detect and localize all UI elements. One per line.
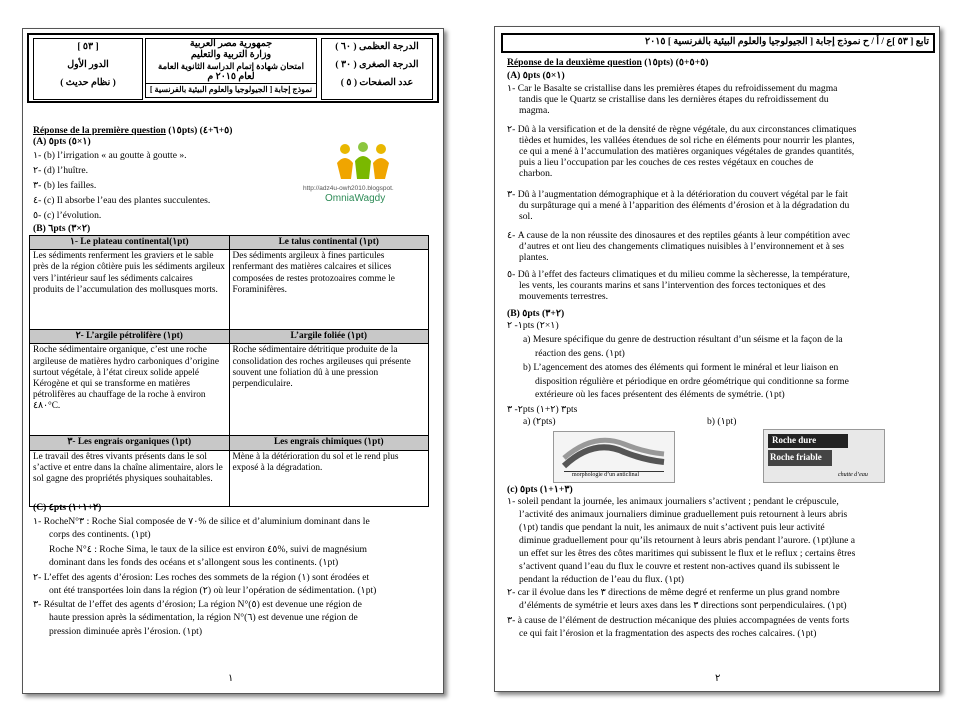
page-number: ١: [228, 673, 234, 684]
q2-points: (١٥pts) (٥+٥+٥): [644, 57, 709, 68]
comparison-table: [29, 235, 429, 507]
q2-c-line: diminue graduellement pour qu’ils retournent à leurs abris pendant l’aurore. (١pt)lune a: [519, 535, 856, 546]
header-subject: نموذج إجابة [ الجيولوجيا والعلوم البيئية بالفرنسية ]: [146, 83, 316, 95]
page1-header: [27, 33, 439, 103]
q2-c-line: ٣- à cause de l’élément de destruction mécanique des pluies accompagnées de vents forts: [507, 615, 850, 626]
waterfall-figure: [763, 429, 885, 483]
q2-heading: [507, 57, 708, 69]
q1-points: (١٥pts) (٥+٦+٤): [168, 125, 233, 136]
table-header-cell: ٣- Les engrais organiques (١pt): [30, 436, 230, 450]
q2-b2-a: a) (٢pts): [523, 416, 556, 427]
min-score: الدرجة الصغرى ( ٣٠ ): [335, 60, 419, 70]
hard-rock-label: Roche dure: [772, 435, 817, 445]
q1-a-item-5: ٥- (c) l’évolution.: [33, 210, 102, 221]
q1-c-line: dominant dans les fonds des océans et s’allongent sous les continents. (١pt): [49, 557, 339, 568]
q2-b2-label: ٢- ٣pts (٢+١) ٣pts: [507, 404, 578, 415]
q1-c-line: ont été transportées loin dans la région (٢) où leur l’opération de sédimentation. (١pt): [49, 585, 377, 596]
table-row: [30, 250, 429, 330]
q2-title: Réponse de la deuxième question: [507, 57, 642, 68]
blog-logo: [303, 139, 433, 209]
q2-b1-line: a) Mesure spécifique du genre de destruction résultant d’un séisme et la façon de la: [523, 334, 843, 345]
header-ministry: وزارة التربية والتعليم: [190, 50, 272, 60]
header-title-box: [145, 38, 317, 98]
q2-section-a: (A) ٥pts (١×٥): [507, 70, 565, 81]
q2-c-line: l’activité des animaux journaliers diminue graduellement puis retournent à leurs abris: [519, 509, 848, 520]
q2-b1-line: b) L’agencement des atomes des éléments qui forment le minéral et leur liaison en: [523, 362, 839, 373]
logo-url: http://adz4u-owh2010.blogspot.: [303, 185, 394, 192]
q2-a-line: d’autres et ont lieu des changements climatiques nuisibles à l’environnement et à ses: [519, 241, 845, 252]
header-marks-box: [321, 38, 433, 100]
q2-b1-line: extérieure où les faces présentent des éléments de symétrie. (١pt): [535, 389, 785, 400]
q2-a-line: plantes.: [519, 252, 549, 263]
q2-a-line: ٤- A cause de la non réussite des dinosaures et des reptiles géants à leur compétition avec: [507, 230, 850, 241]
anticline-figure: [553, 431, 675, 483]
table-header-cell: L’argile foliée (١pt): [229, 330, 429, 344]
q1-title: Réponse de la première question: [33, 125, 166, 136]
q2-c-line: un effet sur les êtres des côtes maritimes qui subissent le flux et le reflux ; certains êtres: [519, 548, 856, 559]
q2-b1-line: disposition régulière et périodique en ordre géométrique qui conditionne sa forme: [535, 376, 849, 387]
max-score: الدرجة العظمى ( ٦٠ ): [335, 42, 419, 52]
header-session-box: [33, 38, 143, 100]
table-row: [30, 330, 429, 344]
q2-b1-label: ١- ٢pts (١×٢): [507, 320, 559, 331]
logo-name: OmniaWagdy: [325, 193, 386, 204]
q1-c-line: pression diminuée après l’érosion. (١pt): [49, 626, 203, 637]
q2-a-line: ٥- Dû à l’effet des facteurs climatiques et du milieu comme la sècheresse, la température,: [507, 269, 850, 280]
page-count: عدد الصفحات ( ٥ ): [340, 78, 414, 88]
q1-c-line: haute pression après la sédimentation, la région N°(٦) est devenue une région de: [49, 612, 358, 623]
q2-a-line: puis a lieu l’occupation par les couches de ces restes végétaux en couches de: [519, 157, 814, 168]
q2-b2-b: b) (١pt): [707, 416, 737, 427]
q1-a-item-4: ٤- (c) Il absorbe l’eau des plantes succulentes.: [33, 195, 211, 206]
q2-c-line: ١- soleil pendant la journée, les animaux journaliers s’activent ; pendant le crépuscule,: [507, 496, 839, 507]
q2-b1-line: réaction des gens. (١pt): [535, 348, 625, 359]
soft-rock-label: Roche friable: [770, 452, 822, 462]
q2-a-line: charbon.: [519, 168, 553, 179]
table-cell: Les sédiments renferment les graviers et le sable près de la région côtière puis les sédiments argileux vers l’intérieur sauf les sédiments calcaires produits de l’accumulation des mollusques morts.: [30, 250, 230, 330]
table-row: [30, 236, 429, 250]
q2-section-c: (c) ٥pts (٣+١+١): [507, 484, 573, 495]
q2-a-line: tièdes et humides, les vallées étendues de sol riche en éléments pour nourrir les plantes,: [519, 135, 855, 146]
q2-c-line: d’éléments de symétrie et leurs axes dans les ٣ directions sont perpendiculaires. (١pt): [519, 600, 847, 611]
table-cell: Mène à la détérioration du sol et le rend plus exposé à la dégradation.: [229, 450, 429, 506]
q2-c-line: ce qui fait l’érosion et la fragmentation des aspects des roches calcaires. (١pt): [519, 628, 817, 639]
page-number: ٢: [715, 673, 721, 684]
q1-c-line: ٣- Résultat de l’effet des agents d’érosion; La région N°(٥) est devenue une région de: [33, 599, 362, 610]
q2-a-line: magma.: [519, 105, 550, 116]
page2-header: [501, 33, 935, 53]
anticline-diagram-icon: [554, 432, 674, 472]
q2-a-line: ١- Car le Basalte se cristallise dans les premières étapes du refroidissement du magma: [507, 83, 838, 94]
q1-a-item-3: ٣- (b) les failles.: [33, 180, 97, 191]
q1-section-a: (A) ٥pts (١×٥): [33, 136, 91, 147]
table-cell: Roche sédimentaire organique, c’est une roche argileuse de matières hydro carboniques d’origine surtout végétale, à l’état cireux solide appelé Kérogène et qui se transforme en matières pétrolifères au chauffage de la roche à environ ٤٨٠°C.: [30, 344, 230, 436]
q1-c-line: ١- RocheN°٣ : Roche Sial composée de ٧٠% de silice et d’aluminium dominant dans le: [33, 516, 370, 527]
table-header-cell: Les engrais chimiques (١pt): [229, 436, 429, 450]
q2-c-line: (١pt) tandis que pendant la nuit, les animaux de nuit s’activent puis leur activité: [519, 522, 825, 533]
answer-page-2: [494, 26, 940, 692]
header-country: جمهورية مصر العربية: [189, 39, 273, 49]
table-header-cell: ٢- L’argile pétrolifère (١pt): [30, 330, 230, 344]
table-header-cell: Le talus continental (١pt): [229, 236, 429, 250]
q2-c-line: ٢- car il évolue dans les ٣ directions de même degré et renferme un plus grand nombre: [507, 587, 840, 598]
header-year: لعام ٢٠١٥ م: [207, 72, 255, 82]
q2-c-line: s’activent quand l’eau du flux le couvre et restent non-actives quand ils subissent le: [519, 561, 840, 572]
exam-session: الدور الأول: [67, 60, 109, 70]
q1-section-c: (C) ٤pts (٢+١+١): [33, 502, 102, 513]
q1-c-line: ٢- L’effet des agents d’érosion: Les roches des sommets de la région (١) sont érodées et: [33, 572, 370, 583]
table-cell: Des sédiments argileux à fines particules renfermant des matières calcaires et silices composées de restes protozoaires comme le Foraminifères.: [229, 250, 429, 330]
table-row: [30, 450, 429, 506]
q1-c-line: Roche N°٤ : Roche Sima, le taux de la silice est environ ٤٥%, suivi de magnésium: [49, 544, 367, 555]
q2-a-line: tandis que le Quartz se cristallise dans les dernières étapes du refroidissement du: [519, 94, 829, 105]
page2-header-text: تابع [ ٥٣ ]ع / أ / ح نموذج إجابة [ الجيولوجيا والعلوم البيئية بالفرنسية ] ٢٠١٥: [645, 37, 929, 47]
q1-section-b: (B) ٦pts (٢×٣): [33, 223, 91, 234]
q2-a-line: du surpâturage qui a mené à l’apparition des éléments d’érosion et à la dégradation du: [519, 200, 850, 211]
q1-a-item-2: ٢- (d) l’huître.: [33, 165, 88, 176]
q2-a-line: ٢- Dû à la versification et de la densité de règne végétale, du aux circonstances climatiques: [507, 124, 857, 135]
q2-a-line: les vents, les courants marins et sans l’intervention des forces tectoniques et des: [519, 280, 826, 291]
q2-section-b: (B) ٥pts (٢+٣): [507, 308, 565, 319]
table-row: [30, 344, 429, 436]
table-row: [30, 436, 429, 450]
table-header-cell: ١- Le plateau continental(١pt): [30, 236, 230, 250]
q1-a-item-1: ١- (b) l’irrigation « au goutte à goutte ».: [33, 150, 187, 161]
q2-a-line: sol.: [519, 211, 533, 222]
exam-system: ( نظام حديث ): [60, 78, 116, 88]
table-cell: Roche sédimentaire détritique produite de la consolidation des roches argileuses qui présente souvent une foliation dû à une pression perpendiculaire.: [229, 344, 429, 436]
q2-a-line: ٣- Dû à l’augmentation démographique et à la détérioration du couvert végétal par le fait: [507, 189, 848, 200]
q1-c-line: corps des continents. (١pt): [49, 529, 151, 540]
q2-c-line: pendant la réduction de l’eau du flux. (١pt): [519, 574, 685, 585]
exam-code: [ ٥٣ ]: [77, 42, 99, 52]
answer-page-1: [22, 28, 444, 694]
q2-a-line: mouvements terrestres.: [519, 291, 608, 302]
people-logo-icon: [333, 139, 393, 185]
header-exam: امتحان شهادة إتمام الدراسة الثانوية العامة: [158, 61, 304, 71]
q1-heading: [33, 125, 232, 137]
table-cell: Le travail des êtres vivants présents dans le sol s’active et entre dans la chaîne alimentaire, alors le sol gagne des propriétés physiques souhaitables.: [30, 450, 230, 506]
waterfall-caption: chutte d’eau: [838, 472, 868, 478]
anticline-caption: morphologie d’un anticlinal: [572, 472, 639, 478]
q2-a-line: ce qui a mené à l’accumulation des matières organiques végétales de grandes quantités,: [519, 146, 855, 157]
